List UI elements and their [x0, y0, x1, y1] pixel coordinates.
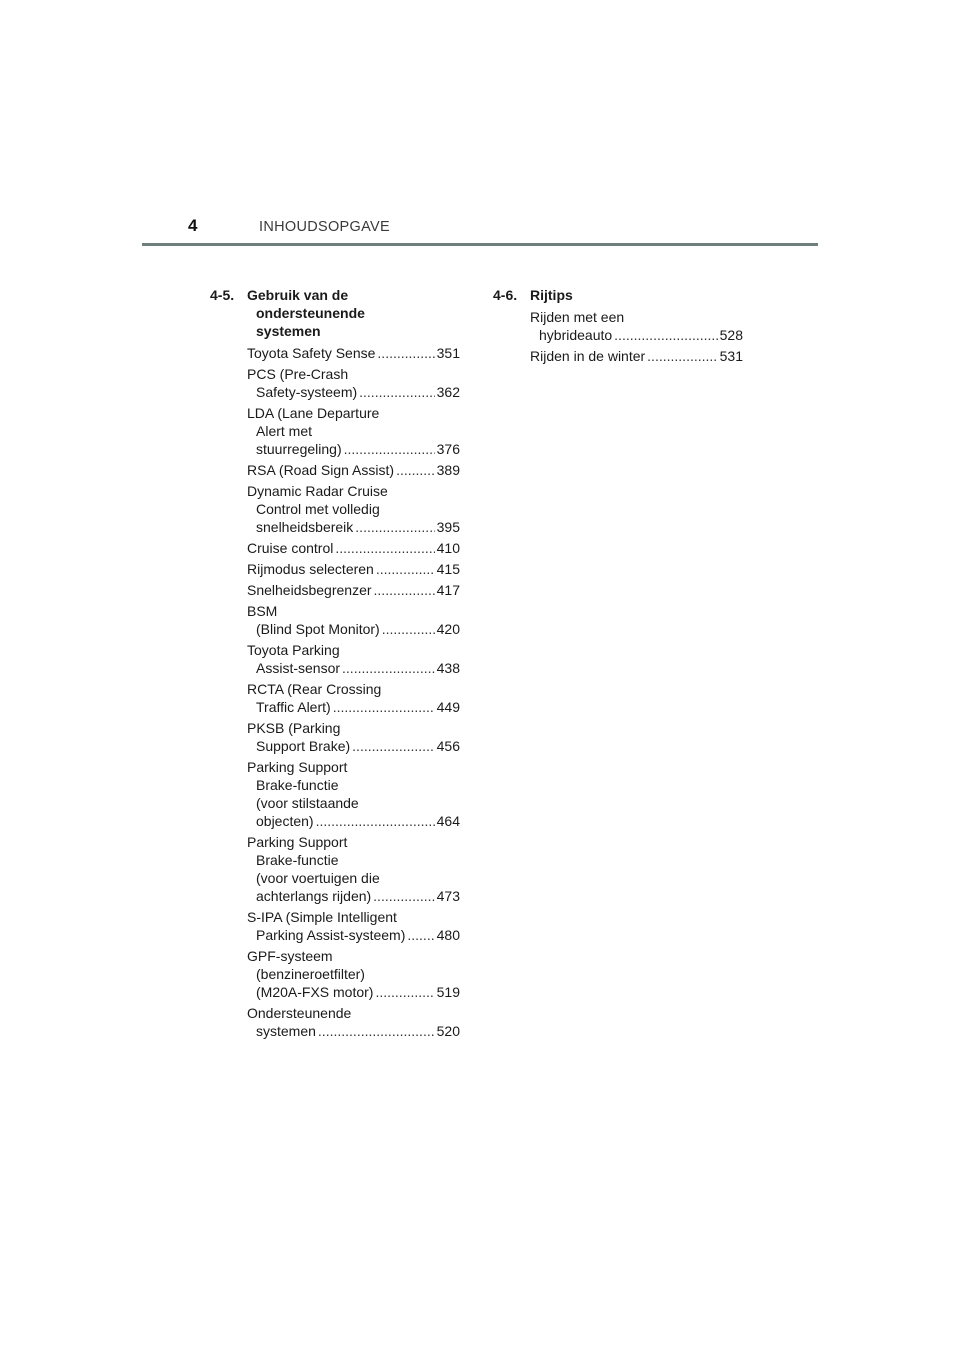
dot-leader [318, 1022, 435, 1040]
toc-section-title: ondersteunende [256, 305, 365, 321]
dot-leader [376, 560, 435, 578]
toc-entry-line [247, 887, 460, 905]
toc-entry-line: Parking Support [247, 759, 348, 775]
toc-entry[interactable] [247, 908, 460, 944]
toc-entry[interactable] [247, 1004, 460, 1040]
dot-leader [335, 539, 434, 557]
toc-entry[interactable] [247, 365, 460, 401]
dot-leader [407, 926, 434, 944]
toc-page-number: 410 [436, 540, 460, 556]
toc-page-number: 531 [719, 348, 743, 364]
dot-leader [647, 347, 717, 365]
toc-page-number: 420 [436, 621, 460, 637]
toc-entry[interactable] [247, 680, 460, 716]
toc-entry-text: Assist-sensor [256, 660, 341, 676]
toc-entry-line: S-IPA (Simple Intelligent [247, 909, 397, 925]
toc-section-title: Gebruik van de [247, 287, 349, 303]
toc-entry-line [247, 581, 460, 599]
toc-entry-line [247, 560, 460, 578]
toc-entry-line: (benzineroetfilter) [256, 966, 365, 982]
toc-entry-line: Brake-functie [256, 852, 339, 868]
toc-entry[interactable] [247, 833, 460, 905]
toc-entry[interactable] [247, 947, 460, 1001]
toc-entry[interactable] [247, 461, 460, 479]
toc-entry-text: stuurregeling) [256, 441, 342, 457]
toc-entry[interactable] [247, 560, 460, 578]
toc-page-number: 519 [436, 984, 460, 1000]
dot-leader [396, 461, 435, 479]
toc-section-heading [210, 286, 460, 340]
toc-section-title: Rijtips [530, 287, 573, 303]
toc-entry-line: BSM [247, 603, 278, 619]
dot-leader [614, 326, 717, 344]
toc-page-number: 417 [436, 582, 460, 598]
toc-entry-text: objecten) [256, 813, 314, 829]
toc-entry-text: (Blind Spot Monitor) [256, 621, 380, 637]
dot-leader [373, 887, 434, 905]
dot-leader [316, 812, 435, 830]
toc-entry-line: RCTA (Rear Crossing [247, 681, 382, 697]
toc-entry-text: Parking Assist-systeem) [256, 927, 406, 943]
toc-entry-text: Rijden in de winter [530, 348, 646, 364]
toc-entry-line: Brake-functie [256, 777, 339, 793]
toc-entry[interactable] [247, 641, 460, 677]
toc-entry-list [493, 308, 743, 365]
toc-entry[interactable] [247, 719, 460, 755]
toc-section-number: 4-5. [210, 287, 235, 303]
toc-entry-line [247, 983, 460, 1001]
dot-leader [374, 581, 435, 599]
toc-entry-line [247, 620, 460, 638]
toc-entry-text: systemen [256, 1023, 316, 1039]
toc-page-number: 376 [436, 441, 460, 457]
toc-entry-line: PKSB (Parking [247, 720, 341, 736]
toc-entry[interactable] [247, 581, 460, 599]
dot-leader [352, 737, 434, 755]
toc-entry-text: snelheidsbereik [256, 519, 354, 535]
toc-page-number: 395 [436, 519, 460, 535]
dot-leader [342, 659, 435, 677]
dot-leader [375, 983, 434, 1001]
toc-entry[interactable] [247, 602, 460, 638]
toc-entry-line: GPF-systeem [247, 948, 333, 964]
toc-page-number: 351 [436, 345, 460, 361]
toc-entry-line [530, 326, 743, 344]
toc-entry-line [530, 347, 743, 365]
toc-entry[interactable] [247, 539, 460, 557]
toc-entry[interactable] [530, 308, 743, 344]
dot-leader [355, 518, 434, 536]
toc-entry[interactable] [247, 344, 460, 362]
toc-entry-line: LDA (Lane Departure [247, 405, 380, 421]
toc-entry-line: Parking Support [247, 834, 348, 850]
toc-column-left [210, 286, 460, 1043]
toc-entry-line [247, 461, 460, 479]
toc-entry-line: Toyota Parking [247, 642, 340, 658]
toc-entry-line [247, 440, 460, 458]
toc-entry-list [210, 344, 460, 1040]
toc-entry[interactable] [530, 347, 743, 365]
toc-entry-line: PCS (Pre-Crash [247, 366, 349, 382]
toc-entry-text: Rijmodus selecteren [247, 561, 374, 577]
toc-page-number: 389 [436, 462, 460, 478]
toc-page-number: 415 [436, 561, 460, 577]
toc-entry-text: Traffic Alert) [256, 699, 331, 715]
toc-entry[interactable] [247, 404, 460, 458]
toc-entry-text: RSA (Road Sign Assist) [247, 462, 395, 478]
toc-section-number: 4-6. [493, 287, 518, 303]
toc-section-title: systemen [256, 323, 321, 339]
toc-page-number: 473 [436, 888, 460, 904]
toc-entry-text: Toyota Safety Sense [247, 345, 376, 361]
header-divider [142, 243, 818, 246]
dot-leader [382, 620, 435, 638]
toc-entry-text: Cruise control [247, 540, 334, 556]
toc-entry-line: Dynamic Radar Cruise [247, 483, 388, 499]
toc-entry-line [247, 518, 460, 536]
toc-entry-line [247, 737, 460, 755]
toc-page-number: 449 [436, 699, 460, 715]
toc-entry-line [247, 812, 460, 830]
toc-entry-line: Rijden met een [530, 309, 625, 325]
toc-page-number: 438 [436, 660, 460, 676]
toc-entry[interactable] [247, 482, 460, 536]
toc-entry-text: achterlangs rijden) [256, 888, 372, 904]
toc-entry-line: Alert met [256, 423, 313, 439]
toc-entry-line: Control met volledig [256, 501, 380, 517]
toc-entry-line [247, 659, 460, 677]
page-header [0, 0, 960, 250]
chapter-title: INHOUDSOPGAVE [259, 219, 390, 235]
toc-entry-line [247, 383, 460, 401]
toc-entry-text: (M20A-FXS motor) [256, 984, 374, 1000]
toc-entry-text: Support Brake) [256, 738, 351, 754]
toc-column-right [493, 286, 743, 368]
toc-page-number: 362 [436, 384, 460, 400]
dot-leader [344, 440, 435, 458]
toc-section-heading [493, 286, 743, 304]
toc-entry-line: Ondersteunende [247, 1005, 352, 1021]
toc-page-number: 528 [719, 327, 743, 343]
toc-entry-line: (voor voertuigen die [256, 870, 380, 886]
toc-entry[interactable] [247, 758, 460, 830]
dot-leader [359, 383, 435, 401]
toc-page-number: 520 [436, 1023, 460, 1039]
toc-entry-line [247, 698, 460, 716]
dot-leader [333, 698, 435, 716]
toc-page-number: 480 [436, 927, 460, 943]
dot-leader [377, 344, 434, 362]
page-number: 4 [188, 216, 198, 235]
toc-entry-line [247, 344, 460, 362]
toc-entry-text: Safety-systeem) [256, 384, 358, 400]
toc-entry-line: (voor stilstaande [256, 795, 359, 811]
toc-page-number: 456 [436, 738, 460, 754]
toc-entry-text: hybrideauto [539, 327, 613, 343]
toc-entry-line [247, 1022, 460, 1040]
toc-entry-text: Snelheidsbegrenzer [247, 582, 372, 598]
toc-entry-line [247, 539, 460, 557]
toc-entry-line [247, 926, 460, 944]
toc-page-number: 464 [436, 813, 460, 829]
